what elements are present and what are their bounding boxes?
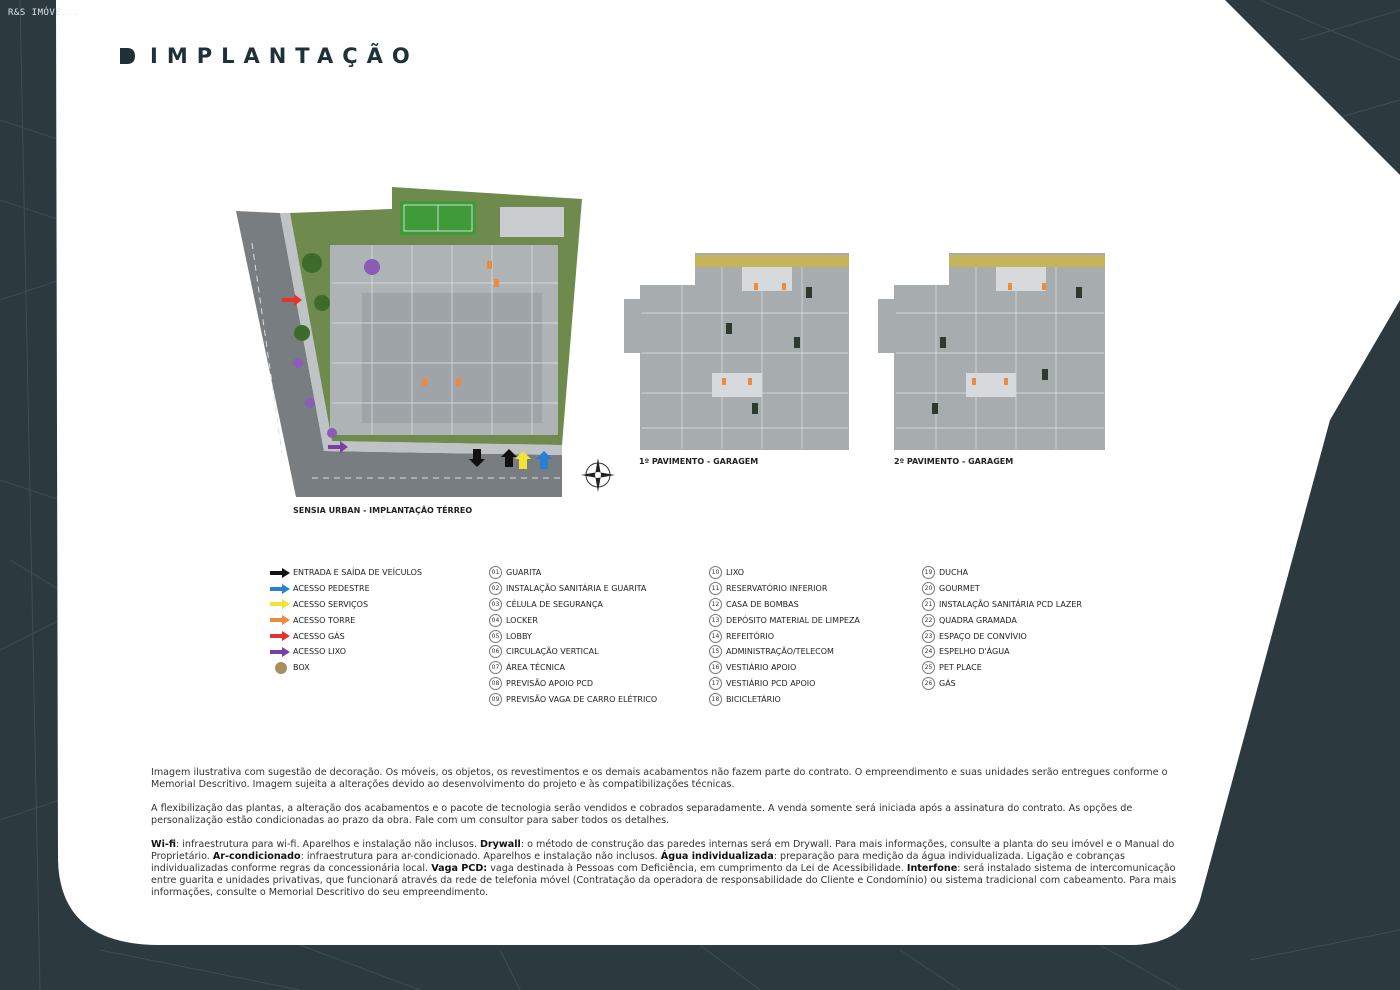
item-label: LOCKER [506,615,538,625]
item-number-badge: 17 [709,677,722,690]
arrow-right-icon [270,631,290,641]
legend-item [922,581,1082,597]
wifi-label: Wi-fi [151,839,176,850]
items-legend-col3 [922,565,1082,691]
access-legend-item [270,644,422,660]
item-label: INSTALAÇÃO SANITÁRIA E GUARITA [506,584,647,594]
legend-item [922,644,1082,660]
access-legend-item [270,612,422,628]
legend-item [922,660,1082,676]
box-legend-item [270,660,422,676]
legend-item [489,644,657,660]
item-number-badge: 15 [709,645,722,658]
legend-item [709,597,860,613]
legend-item [489,628,657,644]
item-number-badge: 07 [489,661,502,674]
item-label: ESPELHO D'ÁGUA [939,647,1010,657]
item-label: QUADRA GRAMADA [939,615,1017,625]
item-label: REFEITÓRIO [726,631,775,641]
item-label: INSTALAÇÃO SANITÁRIA PCD LAZER [939,599,1082,609]
item-number-badge: 03 [489,598,502,611]
legend-item [709,565,860,581]
access-legend-label: ACESSO PEDESTRE [293,584,370,594]
item-label: CÉLULA DE SEGURANÇA [506,599,603,609]
item-number-badge: 24 [922,645,935,658]
item-label: PREVISÃO APOIO PCD [506,678,594,688]
access-legend-item [270,565,422,581]
note-paragraph-3 [151,839,1181,899]
legend-item [922,597,1082,613]
note-paragraph-1: Imagem ilustrativa com sugestão de decoração. Os móveis, os objetos, os revestimentos e os demais acabamentos não fazem parte do contrato. O empreendimento e suas unidades serão entregues conforme o Memorial Descritivo. Imagem sujeita a alterações devido ao desenvolvimento do projeto e às compatibilizações técnicas. [151,767,1168,790]
access-legend-label: ENTRADA E SAÍDA DE VEÍCULOS [293,568,422,578]
watermark-text: R&S IMÓVE... [8,8,80,18]
disclaimer-notes [151,767,1181,911]
legend-item [489,691,657,707]
item-label: CASA DE BOMBAS [726,599,799,609]
item-number-badge: 09 [489,693,502,706]
item-number-badge: 02 [489,582,502,595]
legend-item [709,612,860,628]
arrow-right-icon [270,647,290,657]
item-number-badge: 20 [922,582,935,595]
note-paragraph-2: A flexibilização das plantas, a alteração dos acabamentos e o pacote de tecnologia serão vendidos e cobrados separadamente. A venda somente será iniciada após a assinatura do contrato. As opções de personalização estão condicionadas ao prazo da obra. Fale com um consultor para saber todos os detalhes. [151,803,1133,826]
legend-item [922,565,1082,581]
legend-item [489,660,657,676]
ground-floor-plan [232,183,622,503]
item-label: ESPAÇO DE CONVÍVIO [939,631,1027,641]
item-label: BICICLETÁRIO [726,694,781,704]
ac-label: Ar-condicionado [212,851,301,862]
item-number-badge: 13 [709,614,722,627]
item-label: PET PLACE [939,663,982,673]
first-floor-caption: 1º PAVIMENTO - GARAGEM [639,457,759,466]
legend-item [709,676,860,692]
item-label: ÁREA TÉCNICA [506,663,566,673]
arrow-right-icon [270,568,290,578]
drywall-text: : o método de construção das paredes internas será em Drywall. Para mais informações, consulte a planta do seu imóvel e o Manual do Proprietário. [151,839,1175,862]
items-legend-col2 [709,565,860,707]
item-label: GOURMET [939,584,980,594]
interfone-text: : será instalado sistema de intercomunicação entre guarita e unidades privativas, que funcionará através da rede de telefonia móvel (Contratação da operadora de responsabilidade do Cliente e Condomínio) ou sistema tradicional com cabeamento. Para mais informações, consulte o Memorial Descritivo do seu empreendimento. [151,863,1177,898]
arrow-right-icon [270,584,290,594]
legend-item [922,628,1082,644]
first-floor-plan [622,253,852,453]
legend-item [709,644,860,660]
item-label: DUCHA [939,568,969,578]
item-label: VESTIÁRIO APOIO [726,663,797,673]
interfone-label: Interfone [906,863,958,874]
legend-item [489,676,657,692]
item-number-badge: 01 [489,566,502,579]
vaga-label: Vaga PCD: [431,863,488,874]
legend-item [922,612,1082,628]
arrow-right-icon [270,599,290,609]
item-label: DEPÓSITO MATERIAL DE LIMPEZA [726,615,860,625]
second-floor-plan [876,253,1106,453]
title-marker-icon [118,47,136,65]
access-legend-label: ACESSO SERVIÇOS [293,599,369,609]
legend-item [709,660,860,676]
legend-item [489,597,657,613]
access-legend-label: ACESSO GÁS [293,631,345,641]
vaga-text: vaga destinada à Pessoas com Deficiência, em cumprimento da Lei de Acessibilidade. [487,863,907,874]
item-number-badge: 10 [709,566,722,579]
item-number-badge: 19 [922,566,935,579]
access-legend-item [270,581,422,597]
box-dot-icon [275,662,287,674]
agua-text: : preparação para medição da água individualizada. Ligação e cobranças individualizadas conforme regras da concessionária local. [151,851,1125,874]
legend-item [709,628,860,644]
item-label: GÁS [939,678,956,688]
access-legend-item [270,628,422,644]
item-number-badge: 05 [489,630,502,643]
item-label: RESERVATÓRIO INFERIOR [726,584,828,594]
access-legend-label: ACESSO TORRE [293,615,356,625]
arrow-right-icon [270,615,290,625]
wifi-text: : infraestrutura para wi-fi. Aparelhos e instalação não inclusos. [175,839,480,850]
item-number-badge: 08 [489,677,502,690]
item-label: CIRCULAÇÃO VERTICAL [506,647,599,657]
title-text: IMPLANTAÇÃO [150,44,419,68]
item-number-badge: 14 [709,630,722,643]
legend-item [709,691,860,707]
item-number-badge: 11 [709,582,722,595]
legend-item [489,612,657,628]
item-number-badge: 06 [489,645,502,658]
access-legend [270,565,422,676]
item-number-badge: 26 [922,677,935,690]
legend-item [489,565,657,581]
item-number-badge: 25 [922,661,935,674]
agua-label: Água individualizada [660,851,774,862]
item-number-badge: 16 [709,661,722,674]
item-number-badge: 04 [489,614,502,627]
access-legend-item [270,597,422,613]
item-label: VESTIÁRIO PCD APOIO [726,678,816,688]
items-legend-col1 [489,565,657,707]
item-number-badge: 18 [709,693,722,706]
ac-text: : infraestrutura para ar-condicionado. Aparelhos e instalação não inclusos. [300,851,661,862]
item-label: LIXO [726,568,745,578]
legend-item [709,581,860,597]
item-number-badge: 22 [922,614,935,627]
access-legend-label: ACESSO LIXO [293,647,347,657]
legend-item [489,581,657,597]
item-number-badge: 23 [922,630,935,643]
item-label: LOBBY [506,631,532,641]
page-title [118,44,419,68]
box-label: BOX [293,663,310,673]
drywall-label: Drywall [479,839,521,850]
item-label: PREVISÃO VAGA DE CARRO ELÉTRICO [506,694,658,704]
item-label: GUARITA [506,568,542,578]
item-label: ADMINISTRAÇÃO/TELECOM [726,647,834,657]
item-number-badge: 21 [922,598,935,611]
second-floor-caption: 2º PAVIMENTO - GARAGEM [894,457,1014,466]
item-number-badge: 12 [709,598,722,611]
ground-plan-caption: SENSIA URBAN - IMPLANTAÇÃO TÉRREO [293,506,473,515]
legend-item [922,676,1082,692]
